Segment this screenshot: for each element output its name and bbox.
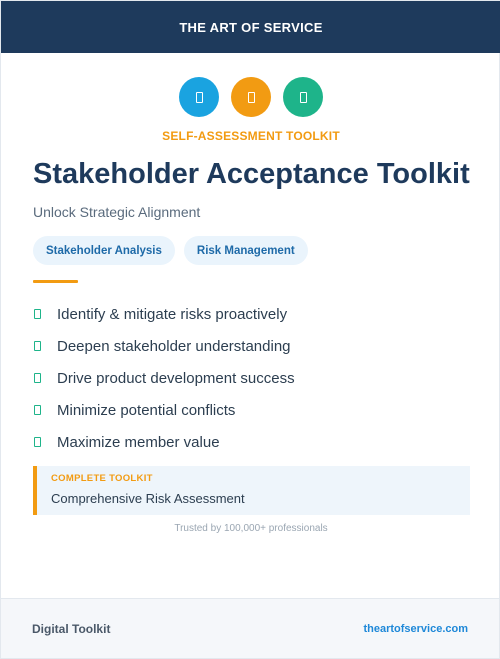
callout-label: COMPLETE TOOLKIT: [51, 473, 153, 484]
tag-stakeholder-analysis[interactable]: Stakeholder Analysis: [33, 236, 175, 265]
benefit-text: Drive product development success: [57, 369, 295, 387]
page-title: Stakeholder Acceptance Toolkit: [33, 158, 470, 190]
website-link[interactable]: theartofservice.com: [363, 622, 468, 635]
list-item: [33, 362, 295, 394]
page-subtitle: Unlock Strategic Alignment: [33, 204, 201, 220]
tag-list: [33, 236, 308, 265]
document-icon: [283, 77, 323, 117]
document-icon: [231, 77, 271, 117]
benefit-text: Minimize potential conflicts: [57, 401, 236, 419]
list-item: [33, 394, 295, 426]
list-item: [33, 330, 295, 362]
header-bar: [1, 1, 500, 53]
footer-label: Digital Toolkit: [32, 621, 111, 636]
tag-risk-management[interactable]: Risk Management: [184, 236, 308, 265]
check-icon: [34, 309, 41, 319]
check-icon: [34, 341, 41, 351]
callout-text: Comprehensive Risk Assessment: [51, 491, 245, 506]
benefit-text: Maximize member value: [57, 433, 220, 451]
complete-toolkit-callout: [33, 466, 470, 515]
icon-row: [1, 77, 500, 117]
benefit-text: Identify & mitigate risks proactively: [57, 305, 288, 323]
benefit-text: Deepen stakeholder understanding: [57, 337, 291, 355]
list-item: [33, 298, 295, 330]
footer-bar: [1, 598, 499, 658]
document-icon: [179, 77, 219, 117]
accent-divider: [33, 280, 78, 283]
benefit-list: [33, 298, 295, 458]
category-label: SELF-ASSESSMENT TOOLKIT: [162, 129, 340, 143]
check-icon: [34, 373, 41, 383]
list-item: [33, 426, 295, 458]
check-icon: [34, 405, 41, 415]
brand-name: THE ART OF SERVICE: [179, 19, 323, 35]
check-icon: [34, 437, 41, 447]
trust-statement: Trusted by 100,000+ professionals: [174, 523, 328, 534]
